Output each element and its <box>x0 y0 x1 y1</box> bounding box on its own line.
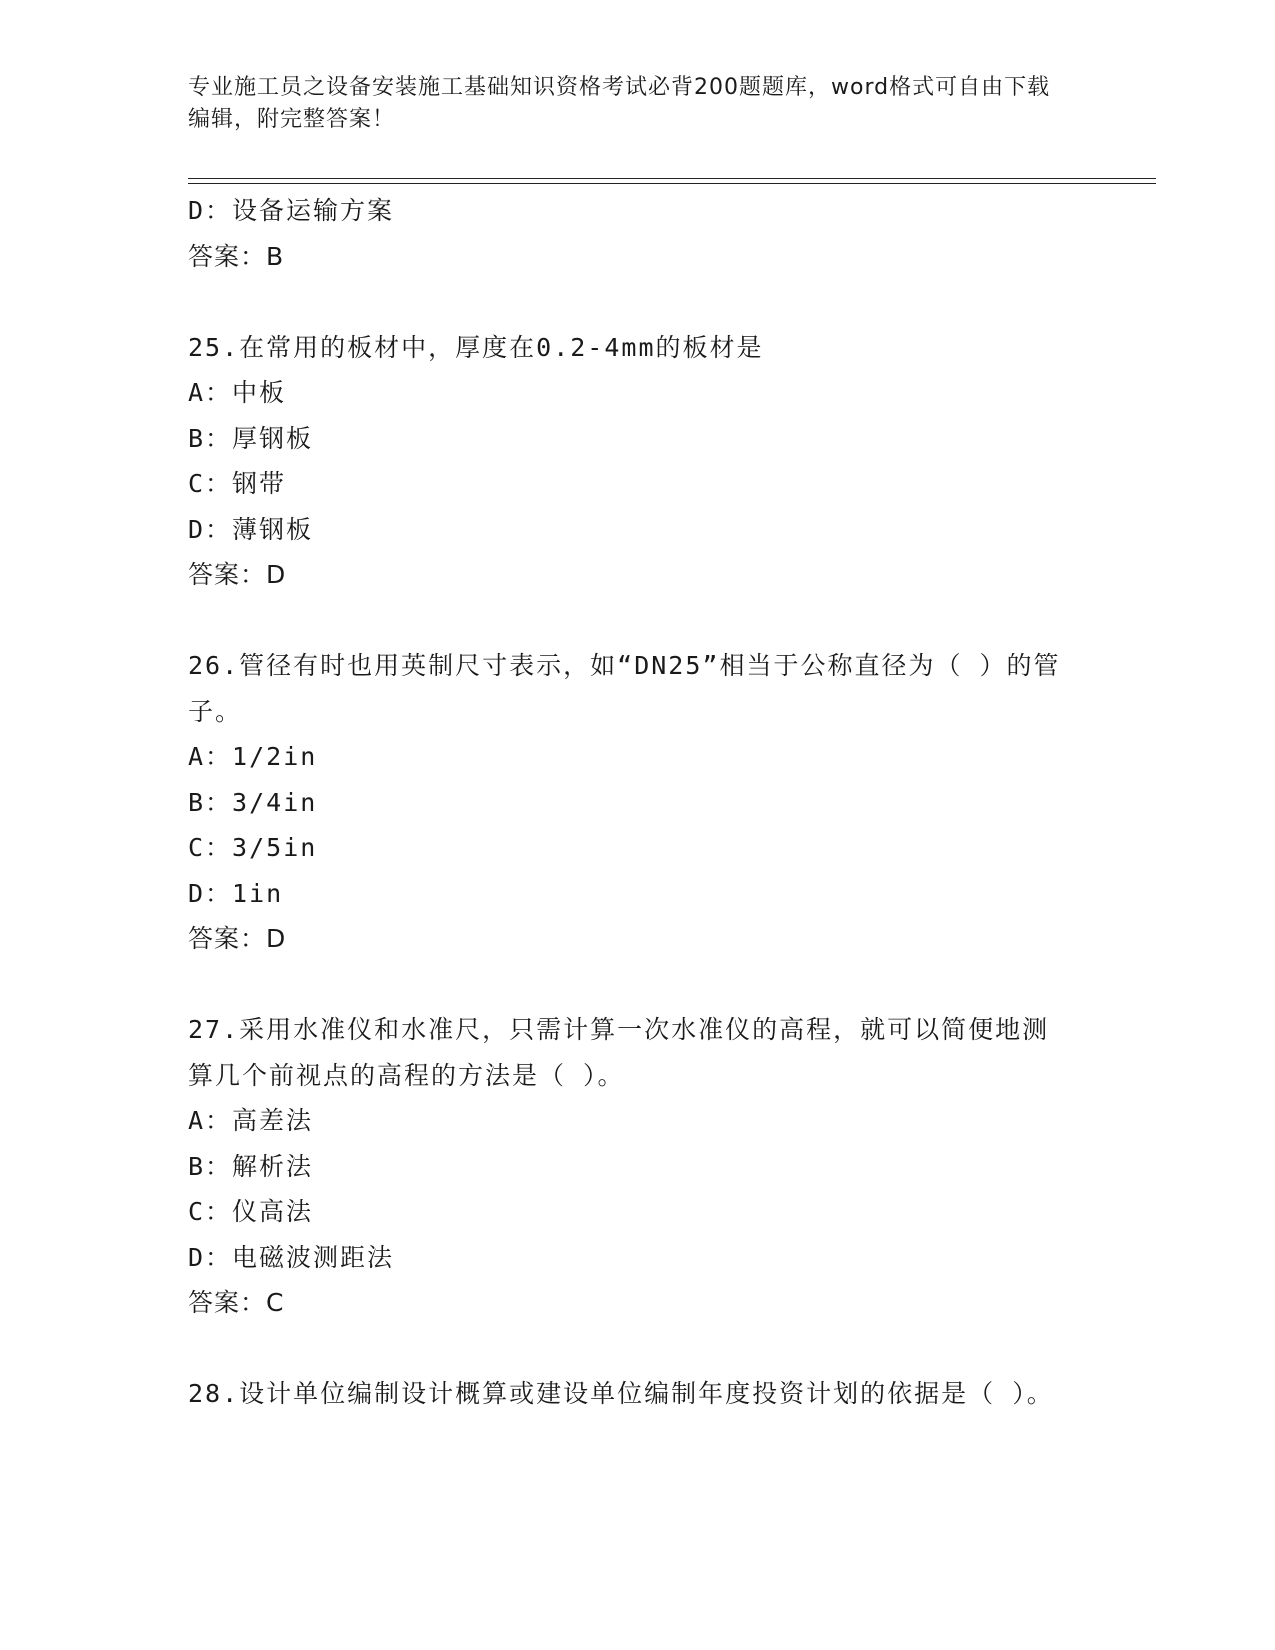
option-c: C：钢带 <box>188 469 287 498</box>
spacer <box>188 279 1088 325</box>
question-stem: 28.设计单位编制设计概算或建设单位编制年度投资计划的依据是（ ）。 <box>188 1379 1054 1408</box>
option-d: D：薄钢板 <box>188 514 314 544</box>
question-28 <box>188 1371 1088 1417</box>
question-stem: 26.管径有时也用英制尺寸表示，如“DN25”相当于公称直径为（ ）的管子。 <box>188 651 1061 726</box>
question-26 <box>188 643 1088 962</box>
option-a: A：1/2in <box>188 742 318 771</box>
spacer <box>188 598 1088 644</box>
question-25 <box>188 325 1088 598</box>
question-content <box>188 188 1088 1417</box>
answer-partial: 答案：B <box>188 241 285 271</box>
option-b: B：解析法 <box>188 1151 314 1181</box>
header-rule-top <box>188 178 1156 179</box>
option-a: A：高差法 <box>188 1106 314 1135</box>
spacer <box>188 962 1088 1008</box>
option-c: C：3/5in <box>188 833 318 862</box>
header-rule-bottom <box>188 183 1156 184</box>
option-d-partial: D：设备运输方案 <box>188 196 395 225</box>
option-c: C：仪高法 <box>188 1197 314 1226</box>
option-b: B：厚钢板 <box>188 423 314 453</box>
spacer <box>188 1326 1088 1372</box>
answer: 答案：D <box>188 924 287 953</box>
option-b: B：3/4in <box>188 787 318 817</box>
document-header: 专业施工员之设备安装施工基础知识资格考试必背200题题库，word格式可自由下载编辑，附完整答案！ <box>188 75 1051 132</box>
answer: 答案：C <box>188 1288 285 1317</box>
option-a: A：中板 <box>188 378 287 407</box>
option-d: D：1in <box>188 878 284 908</box>
answer: 答案：D <box>188 560 287 589</box>
question-stem: 27.采用水准仪和水准尺，只需计算一次水准仪的高程，就可以简便地测算几个前视点的高程的方法是（ ）。 <box>188 1015 1050 1090</box>
option-d: D：电磁波测距法 <box>188 1242 395 1272</box>
question-27 <box>188 1007 1088 1326</box>
question-stem: 25.在常用的板材中，厚度在0.2-4mm的板材是 <box>188 332 764 362</box>
